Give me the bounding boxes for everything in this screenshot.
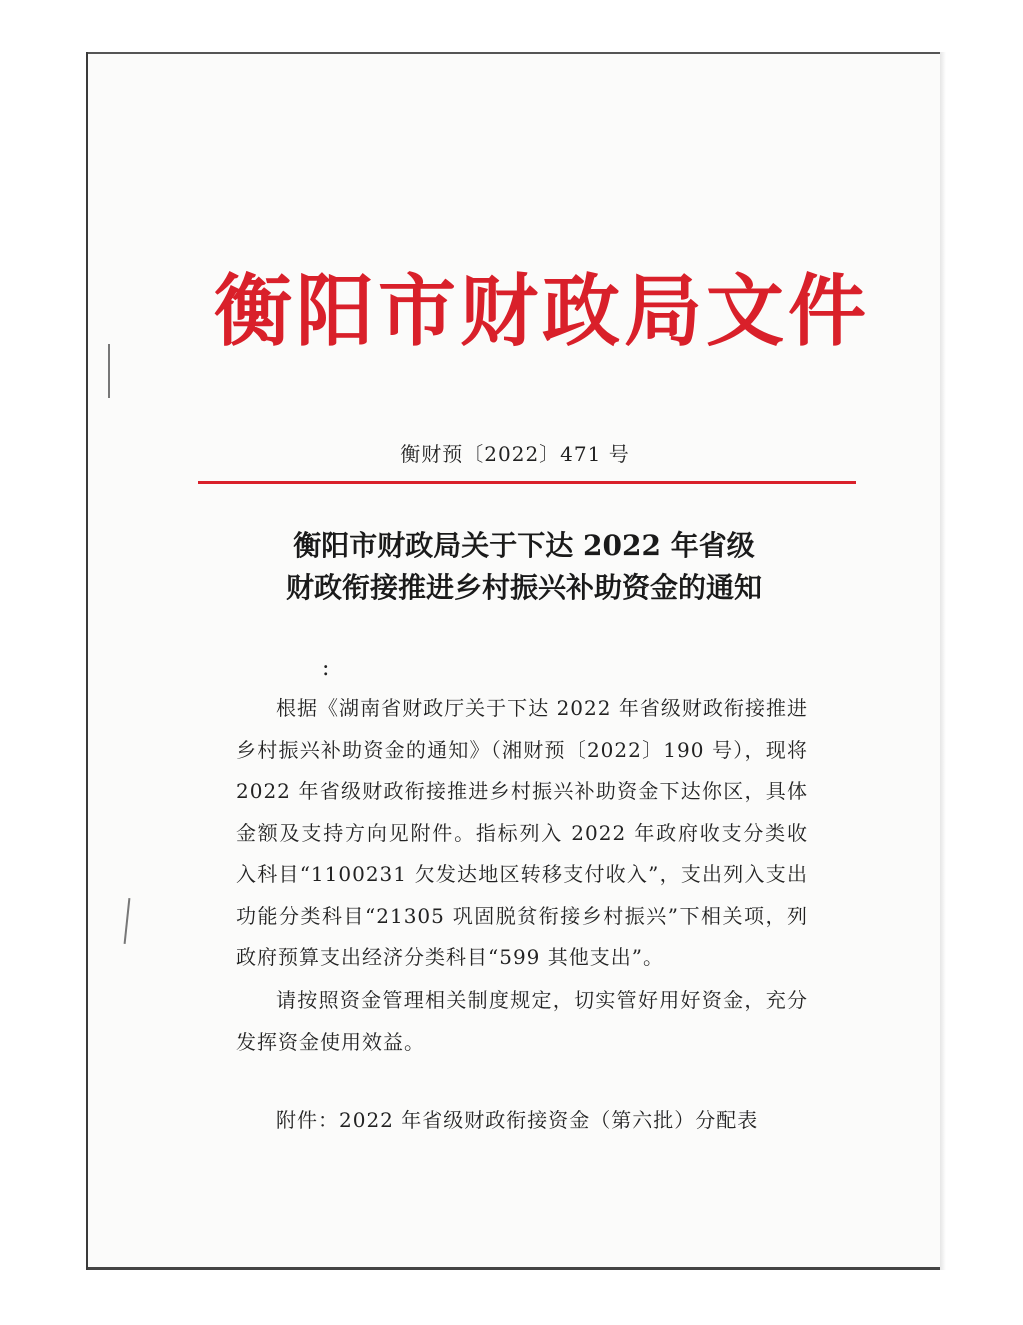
body-paragraph-2 bbox=[236, 980, 808, 1063]
notice-title-line-1: 衡阳市财政局关于下达 2022 年省级 bbox=[293, 529, 755, 562]
notice-title-line-2: 财政衔接推进乡村振兴补助资金的通知 bbox=[285, 571, 762, 604]
paragraph-text: 请按照资金管理相关制度规定，切实管好用好资金，充分发挥资金使用效益。 bbox=[236, 988, 808, 1054]
document-header-title: 衡阳市财政局文件 bbox=[214, 267, 871, 357]
red-separator-line bbox=[198, 481, 856, 484]
body-paragraph-1 bbox=[236, 688, 808, 979]
document-page bbox=[86, 52, 940, 1270]
page-edge-right bbox=[940, 52, 946, 1270]
recipient-line: : bbox=[322, 656, 330, 681]
page-edge-top bbox=[88, 52, 940, 54]
staple-mark bbox=[108, 344, 110, 398]
attachment-line: 附件：2022 年省级财政衔接资金（第六批）分配表 bbox=[276, 1108, 759, 1132]
page-edge-bottom bbox=[88, 1267, 940, 1270]
document-number: 衡财预〔2022〕471 号 bbox=[400, 442, 630, 466]
paragraph-text: 根据《湖南省财政厅关于下达 2022 年省级财政衔接推进乡村振兴补助资金的通知》（湘财预〔2022〕190 号），现将 2022 年省级财政衔接推进乡村振兴补助资金下达你区，具体金额及支持方向见附件。指标列入 2022 年政府收支分类收入科目“1100231 欠发达地区转移支付收入”，支出列入支出功能分类科目“21305 巩固脱贫衔接乡村振兴”下相关项，列政府预算支出经济分类科目“599 其他支出”。 bbox=[236, 696, 808, 969]
